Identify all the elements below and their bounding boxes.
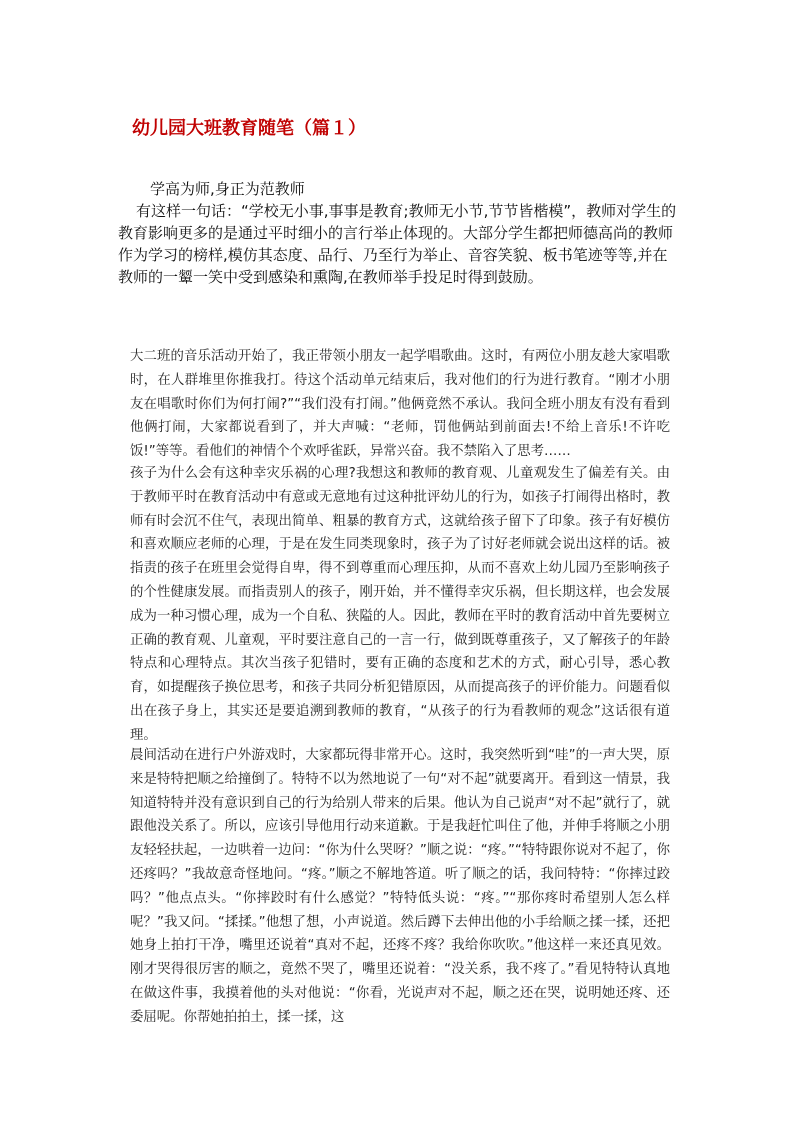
body-paragraph-3: 晨间活动在进行户外游戏时，大家都玩得非常开心。这时，我突然听到“哇”的一声大哭，原来是特特把顺之给撞倒了。特特不以为然地说了一句“对不起”就要离开。看到这一情景，我知道特特并没有意识到自己的行为给别人带来的后果。他认为自己说声“对不起”就行了，就跟他没关系了。所以，应该引导他用行动来道歉。于是我赶忙叫住了他，并伸手将顺之小朋友轻轻扶起，一边哄着一边问：“你为什么哭呀？”顺之说：“疼。”“特特跟你说对不起了，你还疼吗？”我故意奇怪地问。“疼。”顺之不解地答道。听了顺之的话，我问特特：“你摔过跤吗？”他点点头。“你摔跤时有什么感觉？”特特低头说：“疼。”“那你疼时希望别人怎么样呢？”我又问。“揉揉。”他想了想，小声说道。然后蹲下去伸出他的小手给顺之揉一揉，还把她身上拍打干净，嘴里还说着“真对不起，还疼不疼？我给你吹吹。”他这样一来还真见效。刚才哭得很厉害的顺之，竟然不哭了，嘴里还说着：“没关系，我不疼了。”看见特特认真地在做这件事，我摸着他的头对他说：“你看，光说声对不起，顺之还在哭，说明她还疼、还委屈呢。你帮她拍拍土，揉一揉，这 — [130, 748, 670, 1025]
document-title: 幼儿园大班教育随笔（篇１） — [132, 118, 366, 139]
body-paragraph-2: 孩子为什么会有这种幸灾乐祸的心理?我想这和教师的教育观、儿童观发生了偏差有关。由于教师平时在教育活动中有意或无意地有过这种批评幼儿的行为，如孩子打闹得出格时，教师有时会沉不住气，表现出简单、粗暴的教育方式，这就给孩子留下了印象。孩子有好模仿和喜欢顺应老师的心理，于是在发生同类现象时，孩子为了讨好老师就会说出这样的话。被指责的孩子在班里会觉得自卑，得不到尊重而心理压抑，从而不喜欢上幼儿园乃至影响孩子的个性健康发展。而指责别人的孩子，刚开始，并不懂得幸灾乐祸，但长期这样，也会发展成为一种习惯心理，成为一个自私、狭隘的人。因此，教师在平时的教育活动中首先要树立正确的教育观、儿童观，平时要注意自己的一言一行，做到既尊重孩子，又了解孩子的年龄特点和心理特点。其次当孩子犯错时，要有正确的态度和艺术的方式，耐心引导，悉心教育，如提醒孩子换位思考，和孩子共同分析犯错原因，从而提高孩子的评价能力。问题看似出在孩子身上，其实还是要追溯到教师的教育，“从孩子的行为看教师的观念”这话很有道理。 — [130, 466, 670, 743]
motto-line: 学高为师,身正为范教师 — [150, 180, 305, 198]
intro-paragraph: 有这样一句话：“学校无小事,事事是教育;教师无小节,节节皆楷模”，教师对学生的教育影响更多的是通过平时细小的言行举止体现的。大部分学生都把师德高尚的教师作为学习的榜样,模仿其态度、品行、乃至行为举止、音容笑貌、板书笔迹等等,并在教师的一颦一笑中受到感染和熏陶,在教师举手投足时得到鼓励。 — [118, 202, 677, 286]
body-paragraph-1: 大二班的音乐活动开始了，我正带领小朋友一起学唱歌曲。这时，有两位小朋友趁大家唱歌时，在人群堆里你推我打。待这个活动单元结束后，我对他们的行为进行教育。“刚才小朋友在唱歌时你们为何打闹?”“我们没有打闹。”他俩竟然不承认。我问全班小朋友有没有看到他俩打闹，大家都说看到了，并大声喊：“老师，罚他俩站到前面去!不给上音乐!不许吃饭!”等等。看他们的神情个个欢呼雀跃，异常兴奋。我不禁陷入了思考…… — [130, 349, 670, 460]
